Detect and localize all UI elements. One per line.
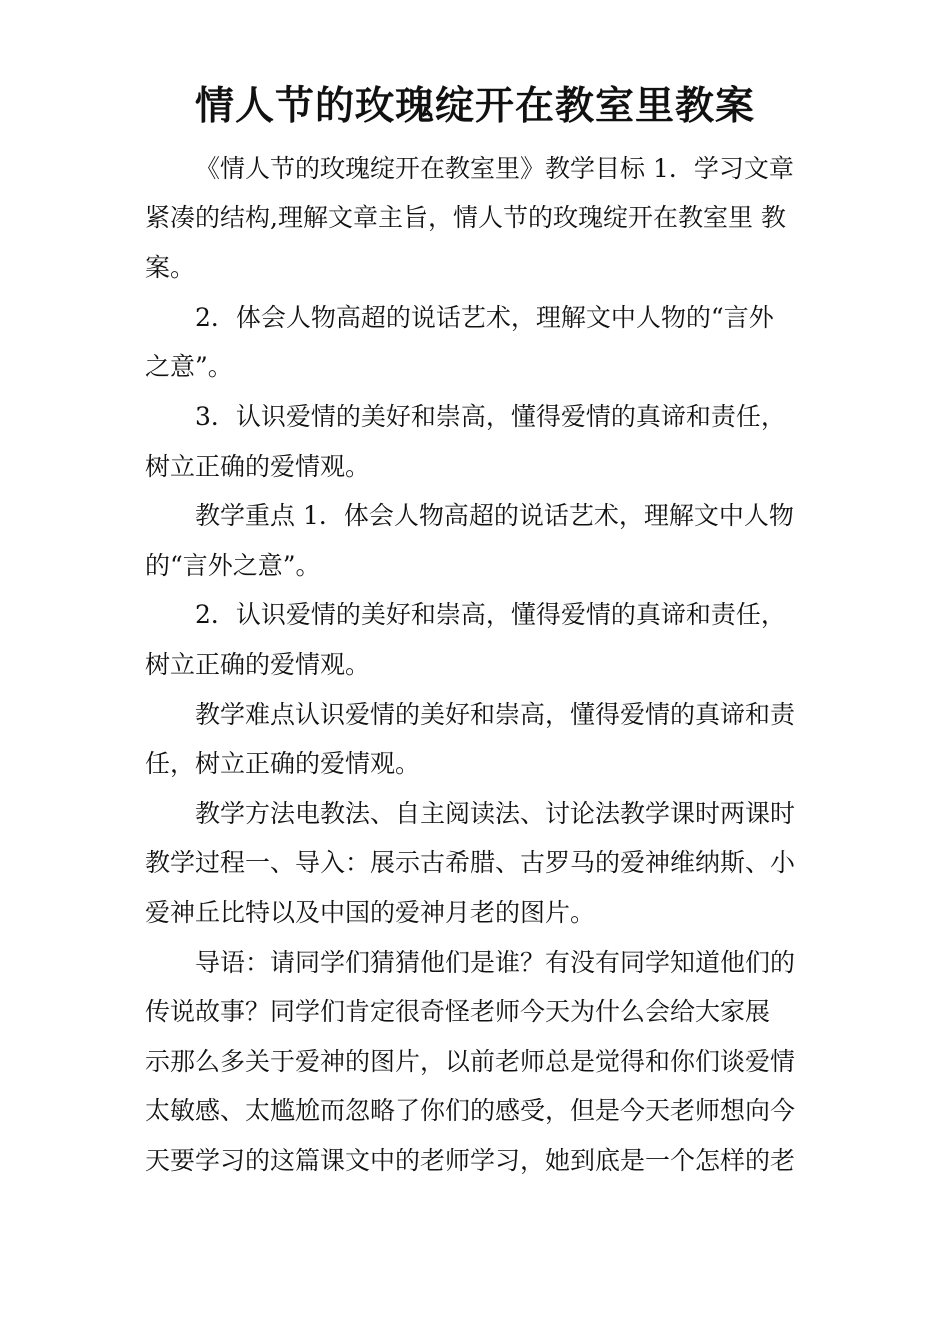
text-line-12: 教学难点认识爱情的美好和崇高，懂得爱情的真谛和责 <box>195 700 796 729</box>
text-line-15: 教学过程一、导入：展示古希腊、古罗马的爱神维纳斯、小 <box>145 848 796 877</box>
text-line-2: 紧凑的结构,理解文章主旨，情人节的玫瑰绽开在教室里 教 <box>145 203 786 232</box>
text-line-7: 树立正确的爱情观。 <box>145 452 371 481</box>
document-title: 情人节的玫瑰绽开在教室里教案 <box>194 84 755 129</box>
text-line-4: 2．体会人物高超的说话艺术，理解文中人物的“言外 <box>195 303 774 332</box>
text-line-16: 爱神丘比特以及中国的爱神月老的图片。 <box>145 898 596 927</box>
text-line-6: 3．认识爱情的美好和崇高，懂得爱情的真谛和责任， <box>195 402 786 431</box>
text-line-20: 太敏感、太尴尬而忽略了你们的感受，但是今天老师想向今 <box>145 1096 796 1125</box>
text-line-19: 示那么多关于爱神的图片，以前老师总是觉得和你们谈爱情 <box>145 1047 796 1076</box>
text-line-21: 天要学习的这篇课文中的老师学习，她到底是一个怎样的老 <box>145 1146 796 1175</box>
text-line-17: 导语：请同学们猜猜他们是谁？有没有同学知道他们的 <box>195 948 796 977</box>
text-line-3: 案。 <box>145 253 196 282</box>
text-line-1: 《情人节的玫瑰绽开在教室里》教学目标 1．学习文章 <box>195 154 794 183</box>
text-line-13: 任，树立正确的爱情观。 <box>145 749 421 778</box>
text-line-11: 树立正确的爱情观。 <box>145 650 371 679</box>
text-line-5: 之意”。 <box>145 352 233 381</box>
text-line-14: 教学方法电教法、自主阅读法、讨论法教学课时两课时 <box>195 799 796 828</box>
text-line-10: 2．认识爱情的美好和崇高，懂得爱情的真谛和责任， <box>195 600 786 629</box>
text-line-8: 教学重点 1．体会人物高超的说话艺术，理解文中人物 <box>195 501 794 530</box>
text-line-18: 传说故事？同学们肯定很奇怪老师今天为什么会给大家展 <box>145 997 771 1026</box>
text-line-9: 的“言外之意”。 <box>145 551 321 580</box>
